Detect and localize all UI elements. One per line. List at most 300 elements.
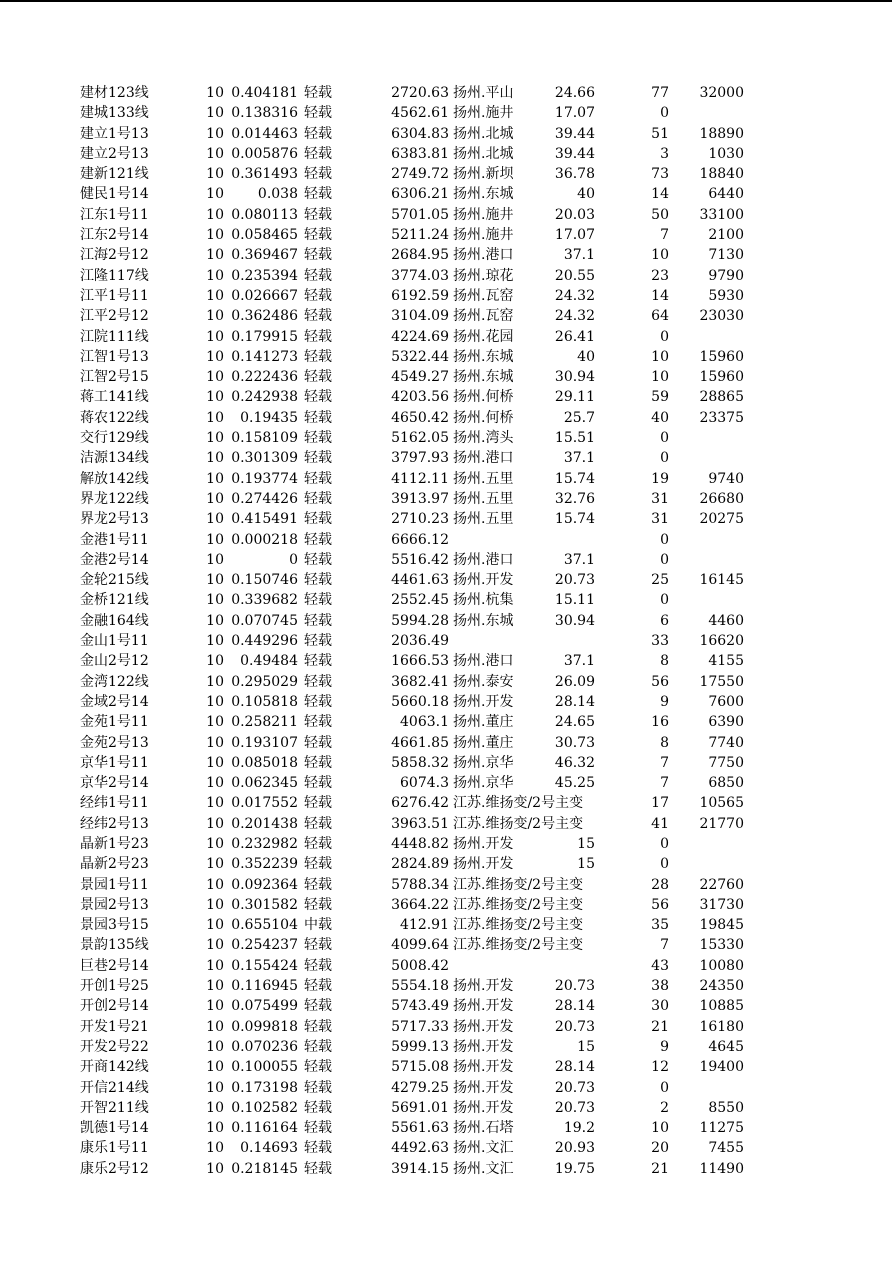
line-name-cell: 金山2号12 <box>80 653 149 670</box>
load-rate-cell: 0.070745 <box>231 612 298 629</box>
load-rate-cell: 0.295029 <box>231 673 298 690</box>
voltage-cell: 10 <box>206 714 224 731</box>
voltage-cell: 10 <box>206 1099 224 1116</box>
voltage-cell: 10 <box>206 206 224 223</box>
voltage-cell: 10 <box>206 572 224 589</box>
load-status-cell: 轻载 <box>304 612 332 629</box>
table-row <box>0 205 892 225</box>
metric-cell: 20.93 <box>554 1140 595 1157</box>
substation-cell: 江苏.维扬变/2号主变 <box>453 876 584 893</box>
load-status-cell: 轻载 <box>304 592 332 609</box>
load-rate-cell: 0.141273 <box>231 348 298 365</box>
voltage-cell: 10 <box>206 896 224 913</box>
metric-cell: 37.1 <box>563 247 595 264</box>
metric-cell: 30.94 <box>554 369 595 386</box>
load-rate-cell: 0.254237 <box>231 937 298 954</box>
substation-cell: 扬州.开发 <box>453 1018 514 1035</box>
total-cell: 19845 <box>699 917 744 934</box>
count-cell: 2 <box>660 1099 669 1116</box>
total-cell: 9740 <box>708 470 744 487</box>
table-row <box>0 1017 892 1037</box>
table-row <box>0 814 892 834</box>
capacity-cell: 3682.41 <box>391 673 449 690</box>
line-name-cell: 凯德1号14 <box>80 1120 149 1137</box>
voltage-cell: 10 <box>206 1079 224 1096</box>
count-cell: 0 <box>660 450 669 467</box>
voltage-cell: 10 <box>206 369 224 386</box>
substation-cell: 扬州.港口 <box>453 653 514 670</box>
count-cell: 25 <box>651 572 669 589</box>
total-cell: 6390 <box>708 714 744 731</box>
voltage-cell: 10 <box>206 348 224 365</box>
load-rate-cell: 0.014463 <box>231 125 298 142</box>
capacity-cell: 4650.42 <box>391 409 449 426</box>
count-cell: 56 <box>651 673 669 690</box>
voltage-cell: 10 <box>206 917 224 934</box>
substation-cell: 扬州.何桥 <box>453 389 514 406</box>
count-cell: 21 <box>651 1160 669 1177</box>
table-row <box>0 1098 892 1118</box>
line-name-cell: 金桥121线 <box>80 592 149 609</box>
count-cell: 9 <box>660 1038 669 1055</box>
line-name-cell: 界龙2号13 <box>80 511 149 528</box>
total-cell: 16180 <box>699 1018 744 1035</box>
capacity-cell: 2824.89 <box>391 856 449 873</box>
substation-cell: 扬州.五里 <box>453 490 514 507</box>
count-cell: 10 <box>651 369 669 386</box>
table-row <box>0 1138 892 1158</box>
line-name-cell: 康乐2号12 <box>80 1160 149 1177</box>
load-status-cell: 轻载 <box>304 1038 332 1055</box>
table-row <box>0 489 892 509</box>
capacity-cell: 3797.93 <box>391 450 449 467</box>
capacity-cell: 6383.81 <box>391 145 449 162</box>
load-status-cell: 轻载 <box>304 287 332 304</box>
capacity-cell: 5999.13 <box>391 1038 449 1055</box>
count-cell: 8 <box>660 734 669 751</box>
table-row <box>0 570 892 590</box>
count-cell: 0 <box>660 856 669 873</box>
total-cell: 20275 <box>699 511 744 528</box>
voltage-cell: 10 <box>206 1038 224 1055</box>
capacity-cell: 6666.12 <box>391 531 449 548</box>
substation-cell: 扬州.东城 <box>453 612 514 629</box>
voltage-cell: 10 <box>206 85 224 101</box>
load-status-cell: 轻载 <box>304 978 332 995</box>
voltage-cell: 10 <box>206 490 224 507</box>
line-name-cell: 界龙122线 <box>80 490 149 507</box>
voltage-cell: 10 <box>206 308 224 325</box>
substation-cell: 扬州.杭集 <box>453 592 514 609</box>
substation-cell: 扬州.开发 <box>453 693 514 710</box>
load-rate-cell: 0.070236 <box>231 1038 298 1055</box>
capacity-cell: 5788.34 <box>391 876 449 893</box>
line-name-cell: 开创2号14 <box>80 998 149 1015</box>
total-cell: 5930 <box>708 287 744 304</box>
substation-cell: 扬州.施井 <box>453 105 514 122</box>
capacity-cell: 2720.63 <box>391 85 449 101</box>
capacity-cell: 2036.49 <box>391 633 449 650</box>
total-cell: 28865 <box>699 389 744 406</box>
table-row <box>0 306 892 326</box>
capacity-cell: 2552.45 <box>391 592 449 609</box>
capacity-cell: 4112.11 <box>391 470 449 487</box>
capacity-cell: 4661.85 <box>391 734 449 751</box>
total-cell: 15960 <box>699 348 744 365</box>
load-rate-cell: 0.404181 <box>231 85 298 101</box>
voltage-cell: 10 <box>206 856 224 873</box>
substation-cell: 扬州.五里 <box>453 511 514 528</box>
load-rate-cell: 0.193774 <box>231 470 298 487</box>
load-rate-cell: 0.193107 <box>231 734 298 751</box>
load-rate-cell: 0.116945 <box>231 978 298 995</box>
table-row <box>0 834 892 854</box>
count-cell: 10 <box>651 1120 669 1137</box>
total-cell: 23375 <box>699 409 744 426</box>
count-cell: 41 <box>651 815 669 832</box>
line-name-cell: 江院111线 <box>80 328 149 345</box>
load-rate-cell: 0.49484 <box>240 653 298 670</box>
voltage-cell: 10 <box>206 450 224 467</box>
load-status-cell: 轻载 <box>304 247 332 264</box>
load-status-cell: 轻载 <box>304 409 332 426</box>
table-row <box>0 854 892 874</box>
voltage-cell: 10 <box>206 287 224 304</box>
total-cell: 1030 <box>708 145 744 162</box>
voltage-cell: 10 <box>206 470 224 487</box>
table-row <box>0 915 892 935</box>
metric-cell: 32.76 <box>554 490 595 507</box>
count-cell: 14 <box>651 287 669 304</box>
line-name-cell: 建立1号13 <box>80 125 149 142</box>
substation-cell: 扬州.董庄 <box>453 734 514 751</box>
count-cell: 7 <box>660 227 669 244</box>
line-name-cell: 开商142线 <box>80 1059 149 1076</box>
total-cell: 7455 <box>708 1140 744 1157</box>
count-cell: 8 <box>660 653 669 670</box>
count-cell: 30 <box>651 998 669 1015</box>
substation-cell: 扬州.新坝 <box>453 166 514 183</box>
substation-cell: 扬州.京华 <box>453 754 514 771</box>
voltage-cell: 10 <box>206 673 224 690</box>
voltage-cell: 10 <box>206 328 224 345</box>
load-rate-cell: 0.150746 <box>231 572 298 589</box>
load-status-cell: 轻载 <box>304 470 332 487</box>
metric-cell: 37.1 <box>563 450 595 467</box>
line-name-cell: 江东2号14 <box>80 227 149 244</box>
load-rate-cell: 0.362486 <box>231 308 298 325</box>
capacity-cell: 5554.18 <box>391 978 449 995</box>
load-status-cell: 轻载 <box>304 835 332 852</box>
count-cell: 59 <box>651 389 669 406</box>
line-name-cell: 经纬1号11 <box>80 795 149 812</box>
capacity-cell: 4279.25 <box>391 1079 449 1096</box>
capacity-cell: 6304.83 <box>391 125 449 142</box>
substation-cell: 扬州.施井 <box>453 227 514 244</box>
capacity-cell: 5701.05 <box>391 206 449 223</box>
substation-cell: 扬州.开发 <box>453 1038 514 1055</box>
line-name-cell: 开信214线 <box>80 1079 149 1096</box>
table-row <box>0 266 892 286</box>
load-status-cell: 轻载 <box>304 876 332 893</box>
count-cell: 10 <box>651 348 669 365</box>
substation-cell: 江苏.维扬变/2号主变 <box>453 815 584 832</box>
voltage-cell: 10 <box>206 835 224 852</box>
count-cell: 35 <box>651 917 669 934</box>
voltage-cell: 10 <box>206 937 224 954</box>
voltage-cell: 10 <box>206 612 224 629</box>
total-cell: 24350 <box>699 978 744 995</box>
table-row <box>0 976 892 996</box>
metric-cell: 15 <box>577 856 595 873</box>
table-row <box>0 733 892 753</box>
count-cell: 3 <box>660 145 669 162</box>
count-cell: 6 <box>660 612 669 629</box>
metric-cell: 15 <box>577 835 595 852</box>
metric-cell: 37.1 <box>563 653 595 670</box>
load-status-cell: 轻载 <box>304 490 332 507</box>
line-name-cell: 晶新2号23 <box>80 856 149 873</box>
table-row <box>0 448 892 468</box>
line-name-cell: 江隆117线 <box>80 267 149 284</box>
table-row <box>0 590 892 610</box>
load-status-cell: 轻载 <box>304 186 332 203</box>
load-status-cell: 轻载 <box>304 1099 332 1116</box>
line-name-cell: 景园3号15 <box>80 917 149 934</box>
table-row <box>0 469 892 489</box>
load-status-cell: 轻载 <box>304 227 332 244</box>
capacity-cell: 5743.49 <box>391 998 449 1015</box>
count-cell: 38 <box>651 978 669 995</box>
table-row <box>0 895 892 915</box>
line-name-cell: 交行129线 <box>80 430 149 447</box>
table-row <box>0 286 892 306</box>
voltage-cell: 10 <box>206 267 224 284</box>
load-status-cell: 中载 <box>304 917 332 934</box>
metric-cell: 40 <box>577 348 595 365</box>
load-rate-cell: 0.19435 <box>240 409 298 426</box>
load-rate-cell: 0.361493 <box>231 166 298 183</box>
capacity-cell: 6192.59 <box>391 287 449 304</box>
line-name-cell: 蒋工141线 <box>80 389 149 406</box>
voltage-cell: 10 <box>206 998 224 1015</box>
load-rate-cell: 0.026667 <box>231 287 298 304</box>
total-cell: 26680 <box>699 490 744 507</box>
load-rate-cell: 0.138316 <box>231 105 298 122</box>
load-rate-cell: 0.173198 <box>231 1079 298 1096</box>
voltage-cell: 10 <box>206 1018 224 1035</box>
load-rate-cell: 0.339682 <box>231 592 298 609</box>
line-name-cell: 开发2号22 <box>80 1038 149 1055</box>
metric-cell: 15 <box>577 1038 595 1055</box>
substation-cell: 扬州.平山 <box>453 85 514 101</box>
line-name-cell: 景园1号11 <box>80 876 149 893</box>
line-name-cell: 解放142线 <box>80 470 149 487</box>
total-cell: 4155 <box>708 653 744 670</box>
capacity-cell: 2710.23 <box>391 511 449 528</box>
substation-cell: 扬州.东城 <box>453 186 514 203</box>
capacity-cell: 3664.22 <box>391 896 449 913</box>
count-cell: 40 <box>651 409 669 426</box>
capacity-cell: 4549.27 <box>391 369 449 386</box>
line-name-cell: 康乐1号11 <box>80 1140 149 1157</box>
total-cell: 11275 <box>699 1120 744 1137</box>
line-name-cell: 洁源134线 <box>80 450 149 467</box>
line-name-cell: 建材123线 <box>80 85 149 101</box>
table-row <box>0 225 892 245</box>
load-rate-cell: 0.258211 <box>231 714 298 731</box>
metric-cell: 36.78 <box>554 166 595 183</box>
substation-cell: 江苏.维扬变/2号主变 <box>453 795 584 812</box>
table-row <box>0 327 892 347</box>
voltage-cell: 10 <box>206 876 224 893</box>
total-cell: 31730 <box>699 896 744 913</box>
line-name-cell: 晶新1号23 <box>80 835 149 852</box>
total-cell: 32000 <box>699 85 744 101</box>
load-rate-cell: 0 <box>289 551 298 568</box>
count-cell: 0 <box>660 835 669 852</box>
load-status-cell: 轻载 <box>304 348 332 365</box>
load-status-cell: 轻载 <box>304 896 332 913</box>
metric-cell: 20.03 <box>554 206 595 223</box>
voltage-cell: 10 <box>206 1140 224 1157</box>
capacity-cell: 4063.1 <box>400 714 449 731</box>
line-name-cell: 金域2号14 <box>80 693 149 710</box>
capacity-cell: 4562.61 <box>391 105 449 122</box>
voltage-cell: 10 <box>206 430 224 447</box>
line-name-cell: 建城133线 <box>80 105 149 122</box>
load-status-cell: 轻载 <box>304 1120 332 1137</box>
voltage-cell: 10 <box>206 978 224 995</box>
count-cell: 21 <box>651 1018 669 1035</box>
voltage-cell: 10 <box>206 1160 224 1177</box>
substation-cell: 扬州.瓦窑 <box>453 287 514 304</box>
voltage-cell: 10 <box>206 227 224 244</box>
voltage-cell: 10 <box>206 247 224 264</box>
metric-cell: 39.44 <box>554 145 595 162</box>
load-status-cell: 轻载 <box>304 693 332 710</box>
voltage-cell: 10 <box>206 633 224 650</box>
load-status-cell: 轻载 <box>304 633 332 650</box>
line-name-cell: 江海2号12 <box>80 247 149 264</box>
voltage-cell: 10 <box>206 531 224 548</box>
total-cell: 6440 <box>708 186 744 203</box>
voltage-cell: 10 <box>206 734 224 751</box>
table-row <box>0 875 892 895</box>
capacity-cell: 5994.28 <box>391 612 449 629</box>
total-cell: 19400 <box>699 1059 744 1076</box>
total-cell: 21770 <box>699 815 744 832</box>
total-cell: 4645 <box>708 1038 744 1055</box>
load-rate-cell: 0.099818 <box>231 1018 298 1035</box>
table-row <box>0 1037 892 1057</box>
capacity-cell: 3104.09 <box>391 308 449 325</box>
total-cell: 7750 <box>708 754 744 771</box>
total-cell: 17550 <box>699 673 744 690</box>
line-name-cell: 江智1号13 <box>80 348 149 365</box>
voltage-cell: 10 <box>206 592 224 609</box>
metric-cell: 26.09 <box>554 673 595 690</box>
table-row <box>0 672 892 692</box>
load-rate-cell: 0.075499 <box>231 998 298 1015</box>
metric-cell: 20.73 <box>554 572 595 589</box>
table-row <box>0 935 892 955</box>
capacity-cell: 1666.53 <box>391 653 449 670</box>
metric-cell: 37.1 <box>563 551 595 568</box>
capacity-cell: 5691.01 <box>391 1099 449 1116</box>
line-name-cell: 金港2号14 <box>80 551 149 568</box>
capacity-cell: 5516.42 <box>391 551 449 568</box>
load-status-cell: 轻载 <box>304 206 332 223</box>
table-row <box>0 530 892 550</box>
load-status-cell: 轻载 <box>304 145 332 162</box>
capacity-cell: 4448.82 <box>391 835 449 852</box>
capacity-cell: 5715.08 <box>391 1059 449 1076</box>
capacity-cell: 6306.21 <box>391 186 449 203</box>
table-row <box>0 753 892 773</box>
total-cell: 7600 <box>708 693 744 710</box>
metric-cell: 19.2 <box>563 1120 595 1137</box>
load-rate-cell: 0.352239 <box>231 856 298 873</box>
count-cell: 0 <box>660 592 669 609</box>
line-name-cell: 金港1号11 <box>80 531 149 548</box>
capacity-cell: 412.91 <box>400 917 449 934</box>
total-cell: 15960 <box>699 369 744 386</box>
load-rate-cell: 0.058465 <box>231 227 298 244</box>
load-status-cell: 轻载 <box>304 389 332 406</box>
capacity-cell: 3913.97 <box>391 490 449 507</box>
count-cell: 7 <box>660 754 669 771</box>
load-rate-cell: 0.179915 <box>231 328 298 345</box>
substation-cell: 江苏.维扬变/2号主变 <box>453 937 584 954</box>
line-name-cell: 金湾122线 <box>80 673 149 690</box>
metric-cell: 19.75 <box>554 1160 595 1177</box>
top-border-line <box>0 0 892 2</box>
metric-cell: 15.51 <box>554 430 595 447</box>
count-cell: 0 <box>660 105 669 122</box>
load-status-cell: 轻载 <box>304 267 332 284</box>
load-status-cell: 轻载 <box>304 85 332 101</box>
load-status-cell: 轻载 <box>304 1018 332 1035</box>
metric-cell: 24.66 <box>554 85 595 101</box>
load-status-cell: 轻载 <box>304 125 332 142</box>
total-cell: 10565 <box>699 795 744 812</box>
substation-cell: 扬州.开发 <box>453 1079 514 1096</box>
substation-cell: 扬州.施井 <box>453 206 514 223</box>
count-cell: 51 <box>651 125 669 142</box>
load-rate-cell: 0.080113 <box>231 206 298 223</box>
load-rate-cell: 0.038 <box>257 186 298 203</box>
line-name-cell: 京华1号11 <box>80 754 149 771</box>
count-cell: 0 <box>660 328 669 345</box>
line-name-cell: 金融164线 <box>80 612 149 629</box>
load-status-cell: 轻载 <box>304 1079 332 1096</box>
load-rate-cell: 0.158109 <box>231 430 298 447</box>
metric-cell: 28.14 <box>554 1059 595 1076</box>
voltage-cell: 10 <box>206 186 224 203</box>
table-row <box>0 996 892 1016</box>
voltage-cell: 10 <box>206 795 224 812</box>
table-row <box>0 103 892 123</box>
capacity-cell: 4099.64 <box>391 937 449 954</box>
count-cell: 28 <box>651 876 669 893</box>
load-status-cell: 轻载 <box>304 775 332 792</box>
total-cell: 16620 <box>699 633 744 650</box>
load-status-cell: 轻载 <box>304 430 332 447</box>
metric-cell: 26.41 <box>554 328 595 345</box>
total-cell: 18890 <box>699 125 744 142</box>
count-cell: 14 <box>651 186 669 203</box>
